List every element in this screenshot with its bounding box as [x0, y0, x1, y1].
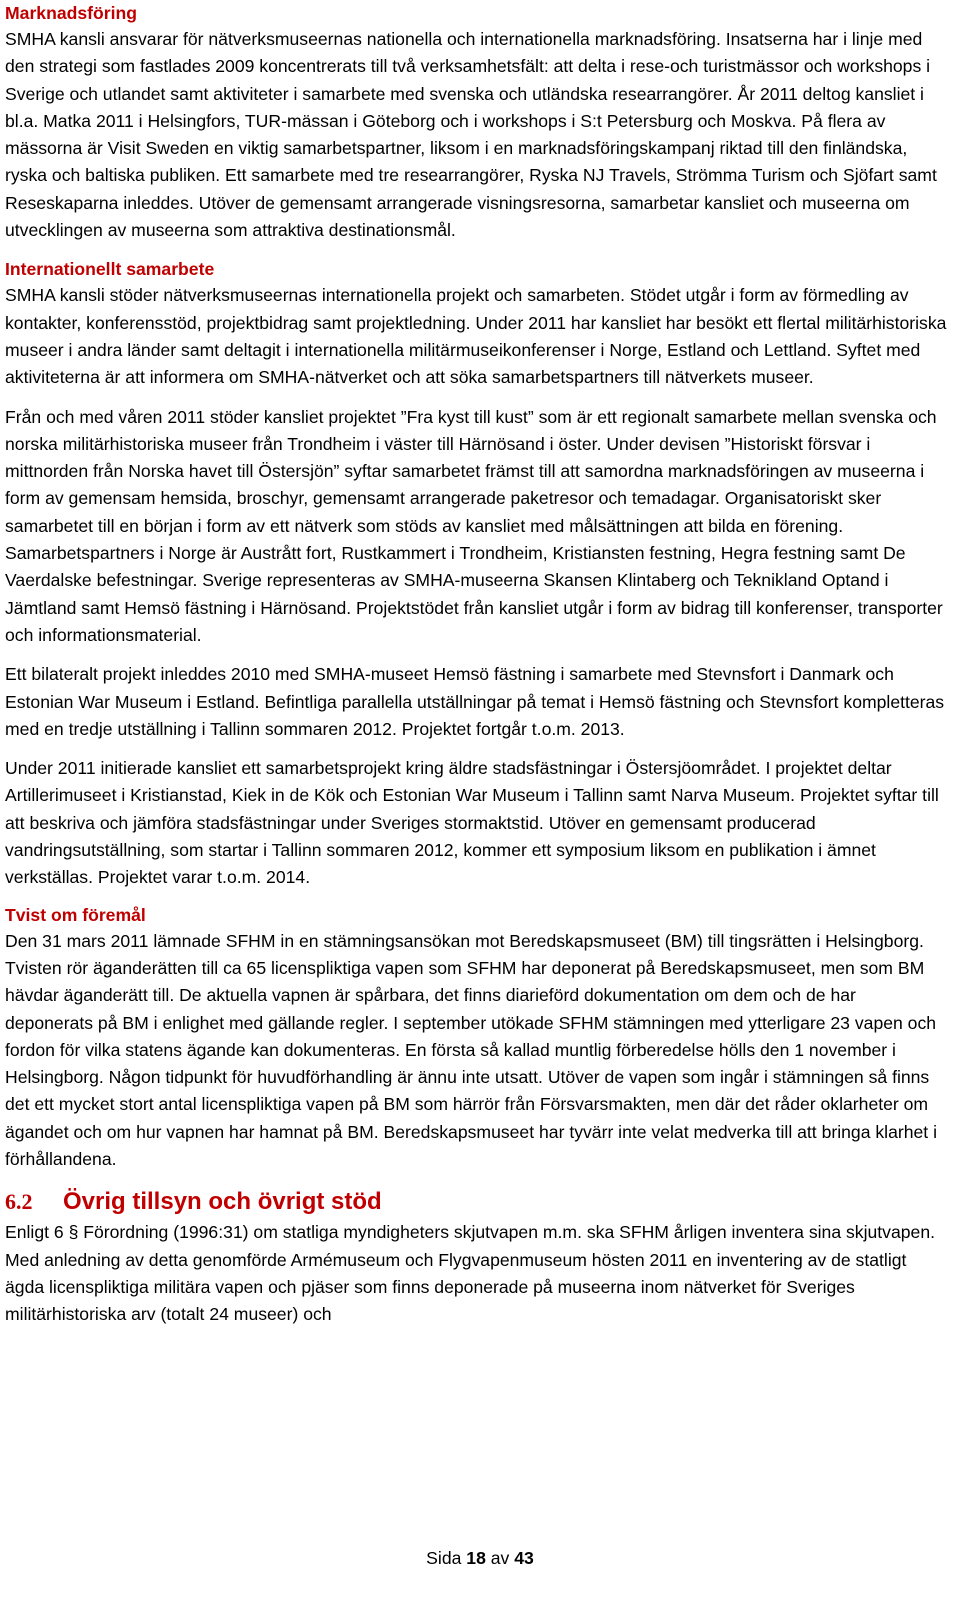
paragraph-ovrig-tillsyn: Enligt 6 § Förordning (1996:31) om statliga myndigheters skjutvapen m.m. ska SFHM årligen inventera sina skjutvapen. Med anledning av detta genomförde Armémuseum och Flygvapenmuseum hösten 2011 en inventering av de statligt ägda licenspliktiga militära vapen och pjäser som finns deponerade på museerna inom nätverket för Sveriges militärhistoriska arv (totalt 24 museer) och	[5, 1222, 935, 1325]
heading-marknadsforing: Marknadsföring	[5, 3, 137, 23]
footer-page-number: 18	[466, 1548, 486, 1568]
footer-prefix: Sida	[426, 1548, 462, 1568]
paragraph-internationellt-1: SMHA kansli stöder nätverksmuseernas internationella projekt och samarbeten. Stödet utgår i form av förmedling av kontakter, konferensstöd, projektbidrag samt projektledning. Under 2011 har kansliet har besökt ett flertal militärhistoriska museer i andra länder samt deltagit i internationella militärmuseikonferenser i Norge, Estland och Lettland. Syftet med aktiviteterna är att informera om SMHA-nätverket och att söka samarbetspartners till nätverkets museer.	[5, 285, 947, 388]
section-number: 6.2	[5, 1189, 33, 1215]
paragraph-internationellt-4: Under 2011 initierade kansliet ett samarbetsprojekt kring äldre stadsfästningar i Östersjöområdet. I projektet deltar Artillerimuseet i Kristianstad, Kiek in de Kök och Estonian War Museum i Tallinn samt Narva Museum. Projektet syftar till att beskriva och jämföra stadsfästningar under Sveriges stormaktstid. Utöver en gemensamt producerad vandringsutställning, som startar i Tallinn sommaren 2012, kommer ett symposium liksom en publikation i ämnet verkställas. Projektet varar t.o.m. 2014.	[5, 758, 939, 888]
heading-internationellt-samarbete: Internationellt samarbete	[5, 259, 215, 280]
paragraph-marknadsforing: SMHA kansli ansvarar för nätverksmuseernas nationella och internationella marknadsföring. Insatserna har i linje med den strategi som fastlades 2009 koncentrerats till två verksamhetsfält: att delta i rese-och turistmässor och workshops i Sverige och utlandet samt aktiviteter i samarbete med svenska och utländska researrangörer. År 2011 deltog kansliet i bl.a. Matka 2011 i Helsingfors, TUR-mässan i Göteborg och i workshops i S:t Petersburg och Moskva. På flera av mässorna är Visit Sweden en viktig samarbetspartner, liksom i en marknadsföringskampanj riktad till den finländska, ryska och baltiska publiken. Ett samarbete med tre researrangörer, Ryska NJ Travels, Strömma Turism och Sjöfart samt Reseskaparna inleddes. Utöver de gemensamt arrangerade visningsresorna, samarbetar kansliet och museerna om utvecklingen av museerna som attraktiva destinationsmål.	[5, 29, 937, 241]
paragraph-internationellt-2: Från och med våren 2011 stöder kansliet projektet ”Fra kyst till kust” som är ett regionalt samarbete mellan svenska och norska militärhistoriska museer från Trondheim i väster till Härnösand i öster. Under devisen ”Historiskt försvar i mittnorden från Norska havet till Östersjön” syftar samarbetet främst till att samordna marknadsföringen av museerna i form av gemensam hemsida, broschyr, gemensamt arrangerade paketresor och temadagar. Organisatoriskt sker samarbetet till en början i form av ett nätverk som stöds av kansliet med målsättningen att bilda en förening. Samarbetspartners i Norge är Austrått fort, Rustkammert i Trondheim, Kristiansten festning, Hegra festning samt De Vaerdalske befestningar. Sverige representeras av SMHA-museerna Skansen Klintaberg och Teknikland Optand i Jämtland samt Hemsö fästning i Härnösand. Projektstödet från kansliet utgår i form av bidrag till konferenser, transporter och informationsmaterial.	[5, 406, 943, 645]
section-title-text: Övrig tillsyn och övrigt stöd	[63, 1188, 382, 1216]
heading-tvist-om-foremal: Tvist om föremål	[5, 904, 146, 925]
paragraph-tvist: Den 31 mars 2011 lämnade SFHM in en stämningsansökan mot Beredskapsmuseet (BM) till tingsrätten i Helsingborg. Tvisten rör äganderätten till ca 65 licenspliktiga vapen som SFHM har deponerat på Beredskapsmuseet, men som BM hävdar äganderätt till. De aktuella vapnen är spårbara, det finns diarieförd dokumentation om dem och de har deponerats på BM i enlighet med gällande regler. I september utökade SFHM stämningen med ytterligare 23 vapen och fordon för vilka statens ägande kan dokumenteras. En första så kallad muntlig förberedelse hölls den 1 november i Helsingborg. Någon tidpunkt för huvudförhandling är ännu inte utsatt. Utöver de vapen som ingår i stämningen så finns det ett mycket stort antal licenspliktiga vapen på BM som härrör från Försvarsmakten, men där det råder oklarheter om ägandet och om hur vapnen har hamnat på BM. Beredskapsmuseet har tyvärr inte velat medverka till att bringa klarhet i förhållandena.	[5, 930, 937, 1169]
section-title-6-2	[5, 1185, 947, 1219]
footer-separator: av	[490, 1548, 510, 1568]
document-page	[5, 0, 947, 1328]
page-footer	[0, 1546, 960, 1570]
footer-total-pages: 43	[514, 1548, 534, 1568]
paragraph-internationellt-3: Ett bilateralt projekt inleddes 2010 med SMHA-museet Hemsö fästning i samarbete med Stevnsfort i Danmark och Estonian War Museum i Estland. Befintliga parallella utställningar på temat i Hemsö fästning och Stevnsfort kompletteras med en tredje utställning i Tallinn sommaren 2012. Projektet fortgår t.o.m. 2013.	[5, 664, 945, 739]
